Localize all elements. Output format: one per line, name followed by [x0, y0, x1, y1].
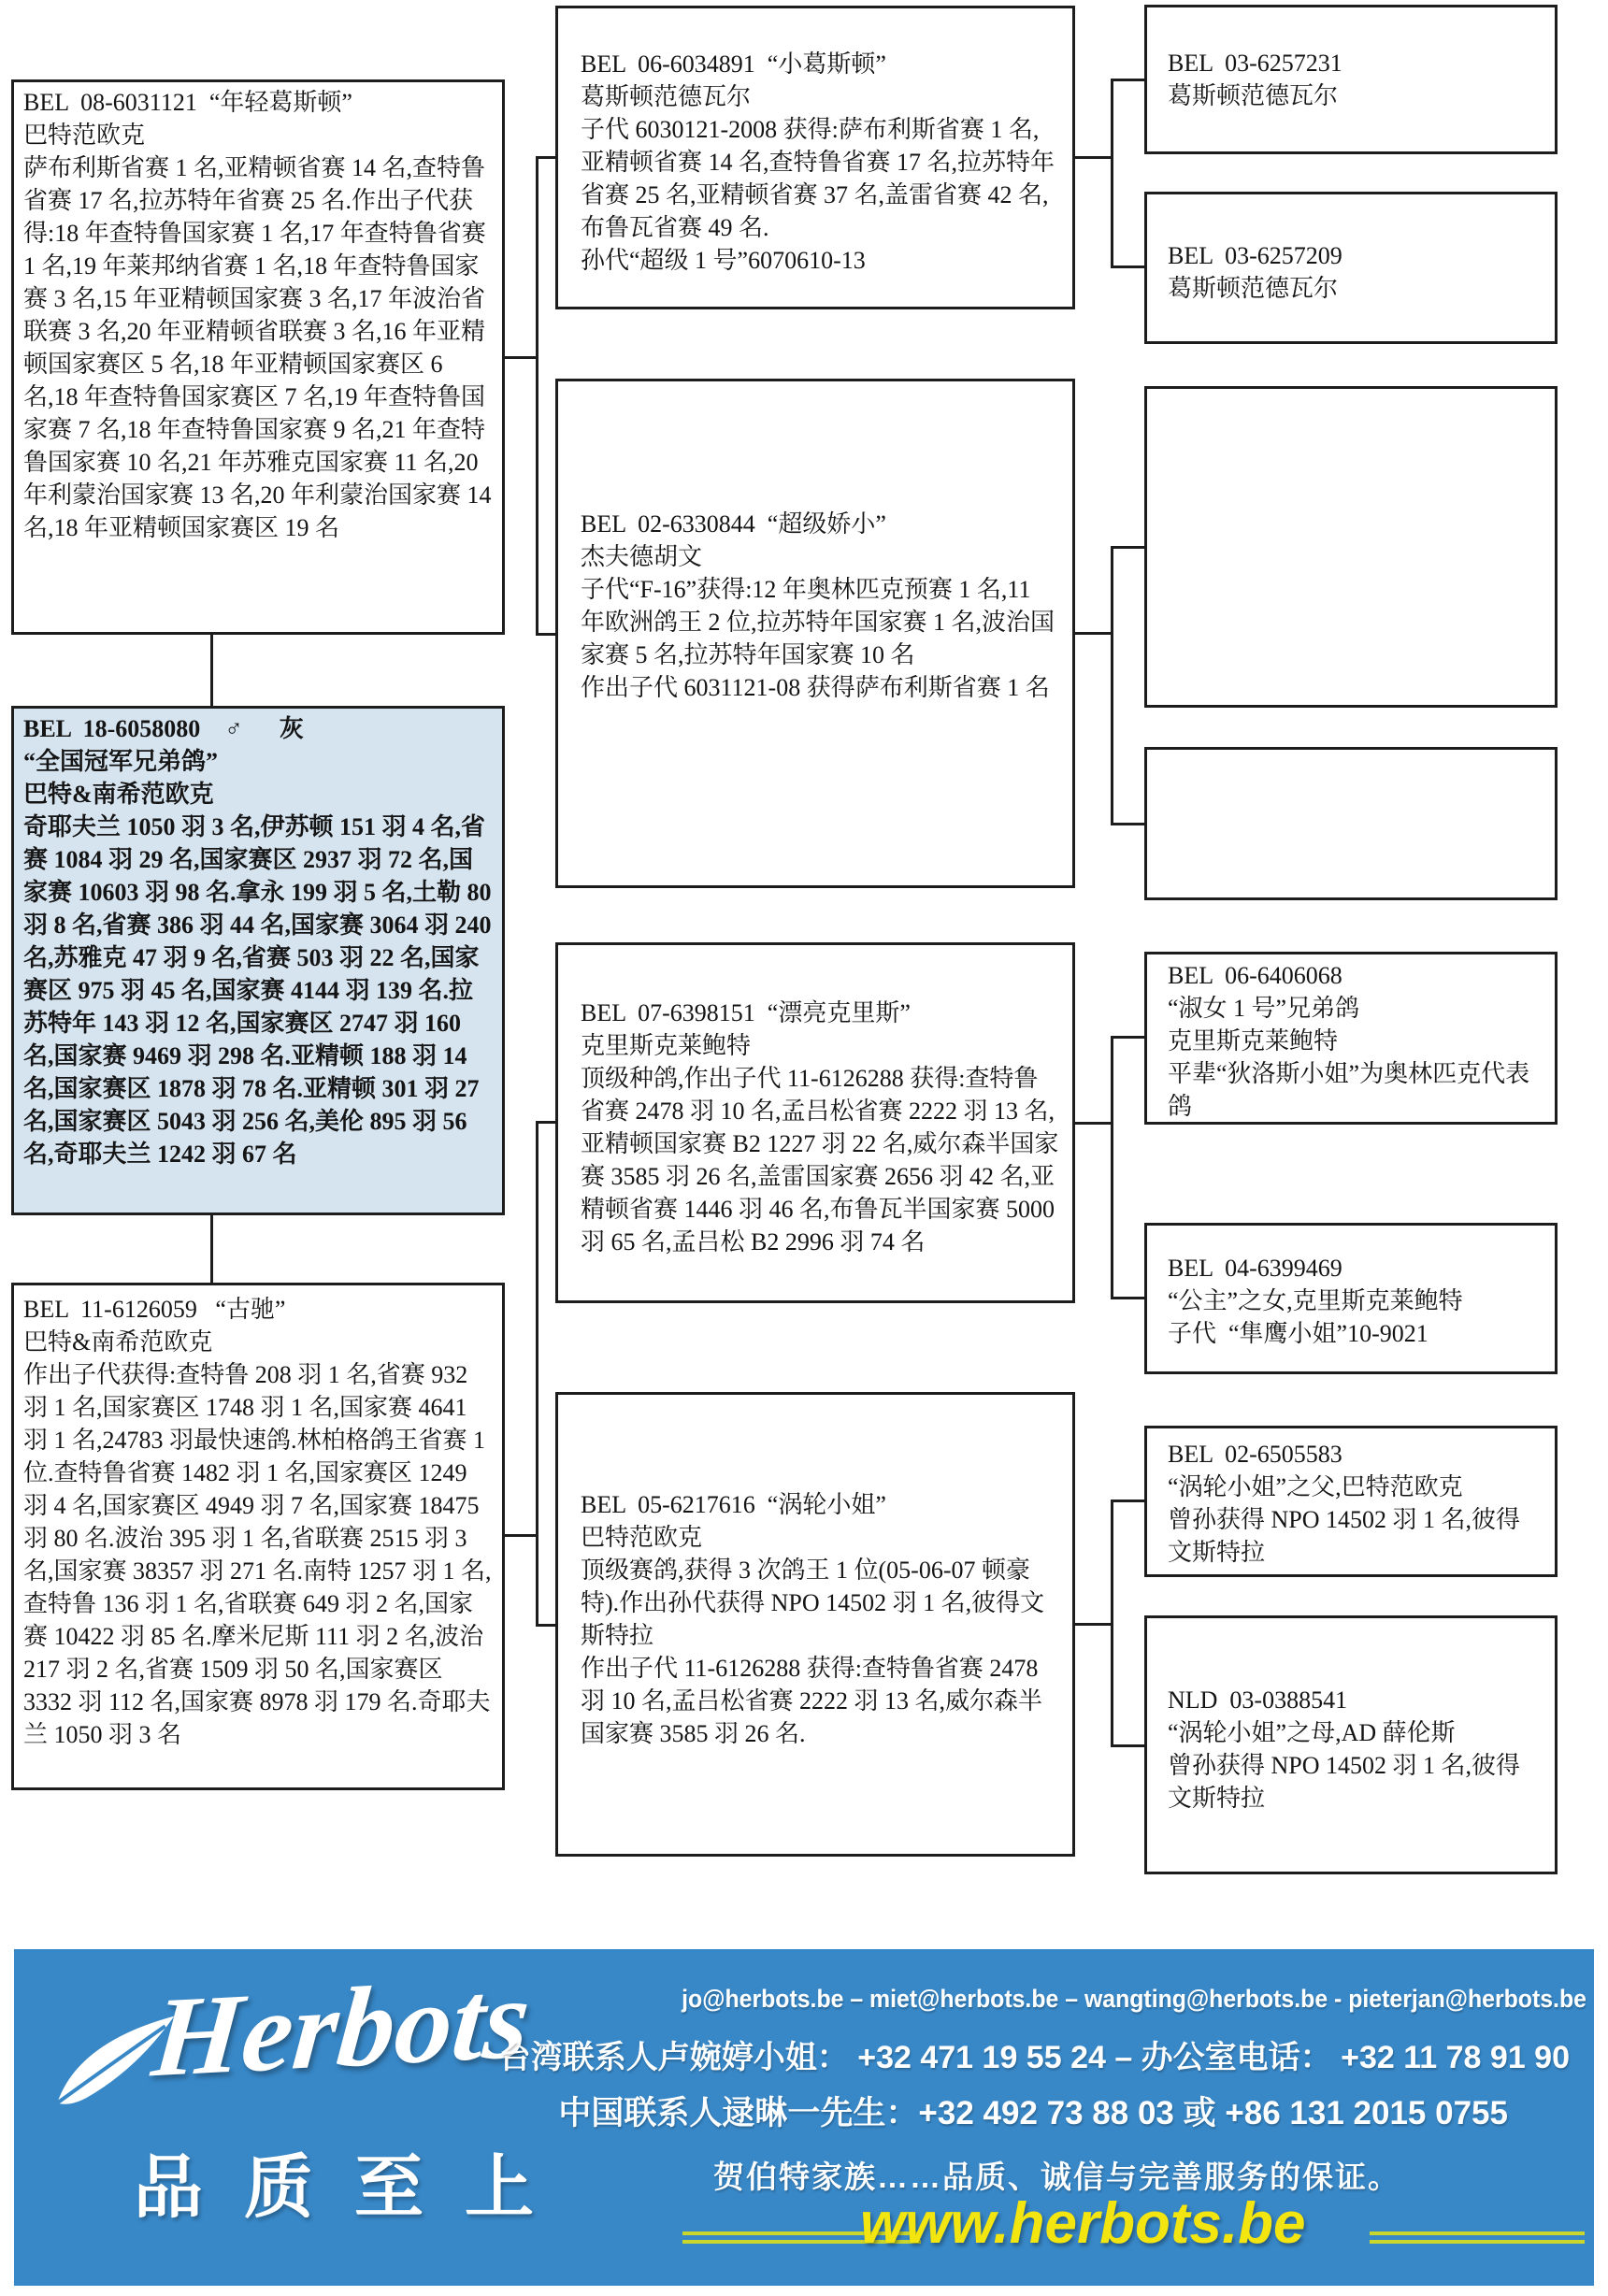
fancier-name: 杰夫德胡文 [581, 543, 703, 570]
ring-number: BEL 04-6399469 [1168, 1255, 1342, 1282]
fancier-name: 巴特范欧克 [23, 122, 146, 149]
connector-line [1075, 1623, 1113, 1626]
connector-line [1111, 1036, 1113, 1299]
pigeon-name: “公主”之女,克里斯克莱鲍特 [1168, 1287, 1463, 1314]
pigeon-name: “淑女 1 号”兄弟鸽 [1168, 995, 1360, 1022]
box-ggp-5 [1144, 952, 1558, 1125]
connector-line [1111, 546, 1144, 549]
pigeon-name: “涡轮小姐”之父,巴特范欧克 [1168, 1473, 1463, 1500]
results-text: 萨布利斯省赛 1 名,亚精顿省赛 14 名,查特鲁省赛 17 名,拉苏特年省赛 25 名.作出子代获得:18 年查特鲁国家赛 1 名,17 年查特鲁省赛 1 名,19 年莱邦纳省赛 1 名,18 年查特鲁国家赛 3 名,15 年亚精顿国家赛 3 名,17 年波治省联赛 3 名,20 年亚精顿省联赛 3 名,16 年亚精顿国家赛区 5 名,18 年亚精顿国家赛区 6 名,18 年查特鲁国家赛区 7 名,19 年查特鲁国家赛 7 名,18 年查特鲁国家赛 9 名,21 年查特鲁国家赛 10 名,21 年苏雅克国家赛 11 名,20 年利蒙治国家赛 13 名,20 年利蒙治国家赛 14 名,18 年亚精顿国家赛区 19 名 [23, 154, 498, 541]
fancier-name: 葛斯顿范德瓦尔 [581, 83, 752, 110]
connector-line [210, 1215, 213, 1283]
ring-number: BEL 06-6406068 [1168, 962, 1342, 989]
connector-line [536, 1121, 555, 1124]
results-text: 子代“F-16”获得:12 年奥林匹克预赛 1 名,11 年欧洲鸽王 2 位,拉苏特年国家赛 1 名,波治国家赛 5 名,拉苏特年国家赛 10 名 [581, 576, 1055, 668]
ring-number: BEL 07-6398151 “漂亮克里斯” [581, 999, 911, 1026]
ring-number: BEL 05-6217616 “涡轮小姐” [581, 1491, 886, 1518]
connector-line [536, 156, 555, 159]
ring-number: BEL 08-6031121 “年轻葛斯顿” [23, 89, 352, 116]
results-text: 子代 6030121-2008 获得:萨布利斯省赛 1 名,亚精顿省赛 14 名,查特鲁省赛 17 名,拉苏特年省赛 25 名,亚精顿省赛 37 名,盖雷省赛 42 名,布鲁瓦省赛 49 名. [581, 116, 1055, 241]
connector-line [1075, 1122, 1113, 1125]
results-text: 奇耶夫兰 1050 羽 3 名,伊苏顿 151 羽 4 名,省赛 1084 羽 29 名,国家赛区 2937 羽 72 名,国家赛 10603 羽 98 名.拿永 199 羽 5 名,土勒 80 羽 8 名,省赛 386 羽 44 名,国家赛 3064 羽 240 名,苏雅克 47 羽 9 名,省赛 503 羽 22 名,国家赛区 975 羽 45 名,国家赛 4144 羽 139 名.拉苏特年 143 羽 12 名,国家赛区 2747 羽 160 名,国家赛 9469 羽 298 名.亚精顿 188 羽 14 名,国家赛区 1878 羽 78 名.亚精顿 301 羽 27 名,国家赛区 5043 羽 256 名,美伦 895 羽 56 名,奇耶夫兰 1242 羽 67 名 [23, 813, 498, 1168]
connector-line [210, 635, 213, 706]
contact-emails[interactable]: jo@herbots.be – miet@herbots.be – wangting@herbots.be - pieterjan@herbots.be [682, 1985, 1586, 2013]
connector-line [536, 156, 538, 636]
pigeon-name: “涡轮小姐”之母,AD 薛伦斯 [1168, 1719, 1456, 1746]
connector-line [1111, 823, 1144, 825]
box-mat-grandmother [555, 1392, 1075, 1857]
connector-line [1111, 1744, 1144, 1747]
fancier-name: 巴特&南希范欧克 [23, 781, 214, 808]
fancier-name: 克里斯克莱鲍特 [581, 1032, 752, 1059]
results-text: 曾孙获得 NPO 14502 羽 1 名,彼得文斯特拉 [1168, 1506, 1521, 1566]
results-note: 孙代“超级 1 号”6070610-13 [581, 247, 866, 274]
ring-number: NLD 03-0388541 [1168, 1686, 1348, 1714]
brand-tagline: 品质至上 [134, 2150, 575, 2227]
fancier-name: 巴特&南希范欧克 [23, 1328, 213, 1356]
connector-line [1075, 156, 1113, 159]
connector-line [1111, 1500, 1144, 1502]
divider-line-right [1370, 2231, 1585, 2244]
box-ggp-2 [1144, 192, 1558, 344]
connector-line [1111, 546, 1113, 825]
pigeon-name: “全国冠军兄弟鸽” [23, 748, 219, 775]
contact-china: 中国联系人逯晽一先生：+32 492 73 88 03 或 +86 131 2015 0755 [558, 2095, 1508, 2131]
box-ggp-1 [1144, 5, 1558, 154]
results-note: 作出子代 11-6126288 获得:查特鲁省赛 2478 羽 10 名,孟吕松省赛 2222 羽 13 名,威尔森半国家赛 3585 羽 26 名. [581, 1655, 1044, 1747]
connector-line [1111, 79, 1144, 81]
results-note: 作出子代 6031121-08 获得萨布利斯省赛 1 名 [581, 674, 1050, 701]
ring-number: BEL 18-6058080 ♂ 灰 [23, 715, 304, 742]
box-pat-grandfather [555, 6, 1075, 309]
ring-number: BEL 06-6034891 “小葛斯顿” [581, 50, 886, 78]
fancier-name: 葛斯顿范德瓦尔 [1168, 275, 1339, 302]
box-subject [11, 706, 505, 1215]
connector-line [1111, 265, 1144, 268]
connector-line [536, 1624, 555, 1627]
ring-number: BEL 11-6126059 “古驰” [23, 1296, 286, 1323]
ring-number: BEL 02-6505583 [1168, 1441, 1342, 1468]
empty-ancestor-box [1144, 747, 1558, 900]
ring-number: BEL 03-6257209 [1168, 242, 1342, 269]
brand-slogan: 贺伯特家族……品质、诚信与完善服务的保证。 [713, 2160, 1400, 2194]
box-ggp-8 [1144, 1615, 1558, 1874]
box-mat-grandfather [555, 942, 1075, 1303]
connector-line [1075, 632, 1113, 635]
fancier-name: 巴特范欧克 [581, 1524, 703, 1551]
contact-taiwan: 台湾联系人卢婉婷小姐： +32 471 19 55 24 – 办公室电话： +32 11 78 91 90 [498, 2040, 1570, 2075]
box-father [11, 79, 505, 635]
connector-line [1111, 1036, 1144, 1039]
empty-ancestor-box [1144, 386, 1558, 708]
ring-number: BEL 03-6257231 [1168, 50, 1342, 77]
fancier-name: 葛斯顿范德瓦尔 [1168, 82, 1339, 109]
results-text: 曾孙获得 NPO 14502 羽 1 名,彼得文斯特拉 [1168, 1752, 1521, 1812]
results-text: 子代 “隼鹰小姐”10-9021 [1168, 1320, 1429, 1347]
connector-line [1111, 1297, 1144, 1299]
herbots-logo: Herbots [147, 1955, 536, 2102]
results-text: 顶级种鸽,作出子代 11-6126288 获得:查特鲁省赛 2478 羽 10 名,孟吕松省赛 2222 羽 13 名,亚精顿国家赛 B2 1227 羽 22 名,威尔森半国家赛 3585 羽 26 名,盖雷国家赛 2656 羽 42 名,亚精顿省赛 1446 羽 46 名,布鲁瓦半国家赛 5000 羽 65 名,孟吕松 B2 2996 羽 74 名 [581, 1065, 1061, 1256]
connector-line [536, 1121, 538, 1627]
connector-line [536, 633, 555, 636]
results-text: 顶级赛鸽,获得 3 次鸽王 1 位(05-06-07 顿豪特).作出孙代获得 NPO 14502 羽 1 名,彼得文斯特拉 [581, 1557, 1045, 1649]
connector-line [1111, 79, 1113, 268]
box-mother [11, 1283, 505, 1790]
ring-number: BEL 02-6330844 “超级娇小” [581, 510, 886, 538]
connector-line [505, 356, 538, 359]
box-ggp-7 [1144, 1426, 1558, 1577]
box-pat-grandmother [555, 379, 1075, 888]
results-text: 作出子代获得:查特鲁 208 羽 1 名,省赛 932 羽 1 名,国家赛区 1748 羽 1 名,国家赛 4641 羽 1 名,24783 羽最快速鸽.林柏格鸽王省赛 1 位.查特鲁省赛 1482 羽 1 名,国家赛区 1249 羽 4 名,国家赛区 4949 羽 7 名,国家赛 18475 羽 80 名.波治 395 羽 1 名,省联赛 2515 羽 3 名,国家赛 38357 羽 271 名.南特 1257 羽 1 名,查特鲁 136 羽 1 名,省联赛 649 羽 2 名,国家赛 10422 羽 85 名.摩米尼斯 111 羽 2 名,波治 217 羽 2 名,省赛 1509 羽 50 名,国家赛区 3332 羽 112 名,国家赛 8978 羽 179 名.奇耶夫兰 1050 羽 3 名 [23, 1361, 492, 1748]
box-ggp-6 [1144, 1223, 1558, 1374]
results-text: 平辈“狄洛斯小姐”为奥林匹克代表鸽 [1168, 1060, 1530, 1120]
fancier-name: 克里斯克莱鲍特 [1168, 1027, 1339, 1055]
website-link[interactable]: www.herbots.be [860, 2191, 1306, 2256]
connector-line [505, 1534, 538, 1537]
herbots-banner [14, 1949, 1594, 2286]
connector-line [1111, 1500, 1113, 1747]
